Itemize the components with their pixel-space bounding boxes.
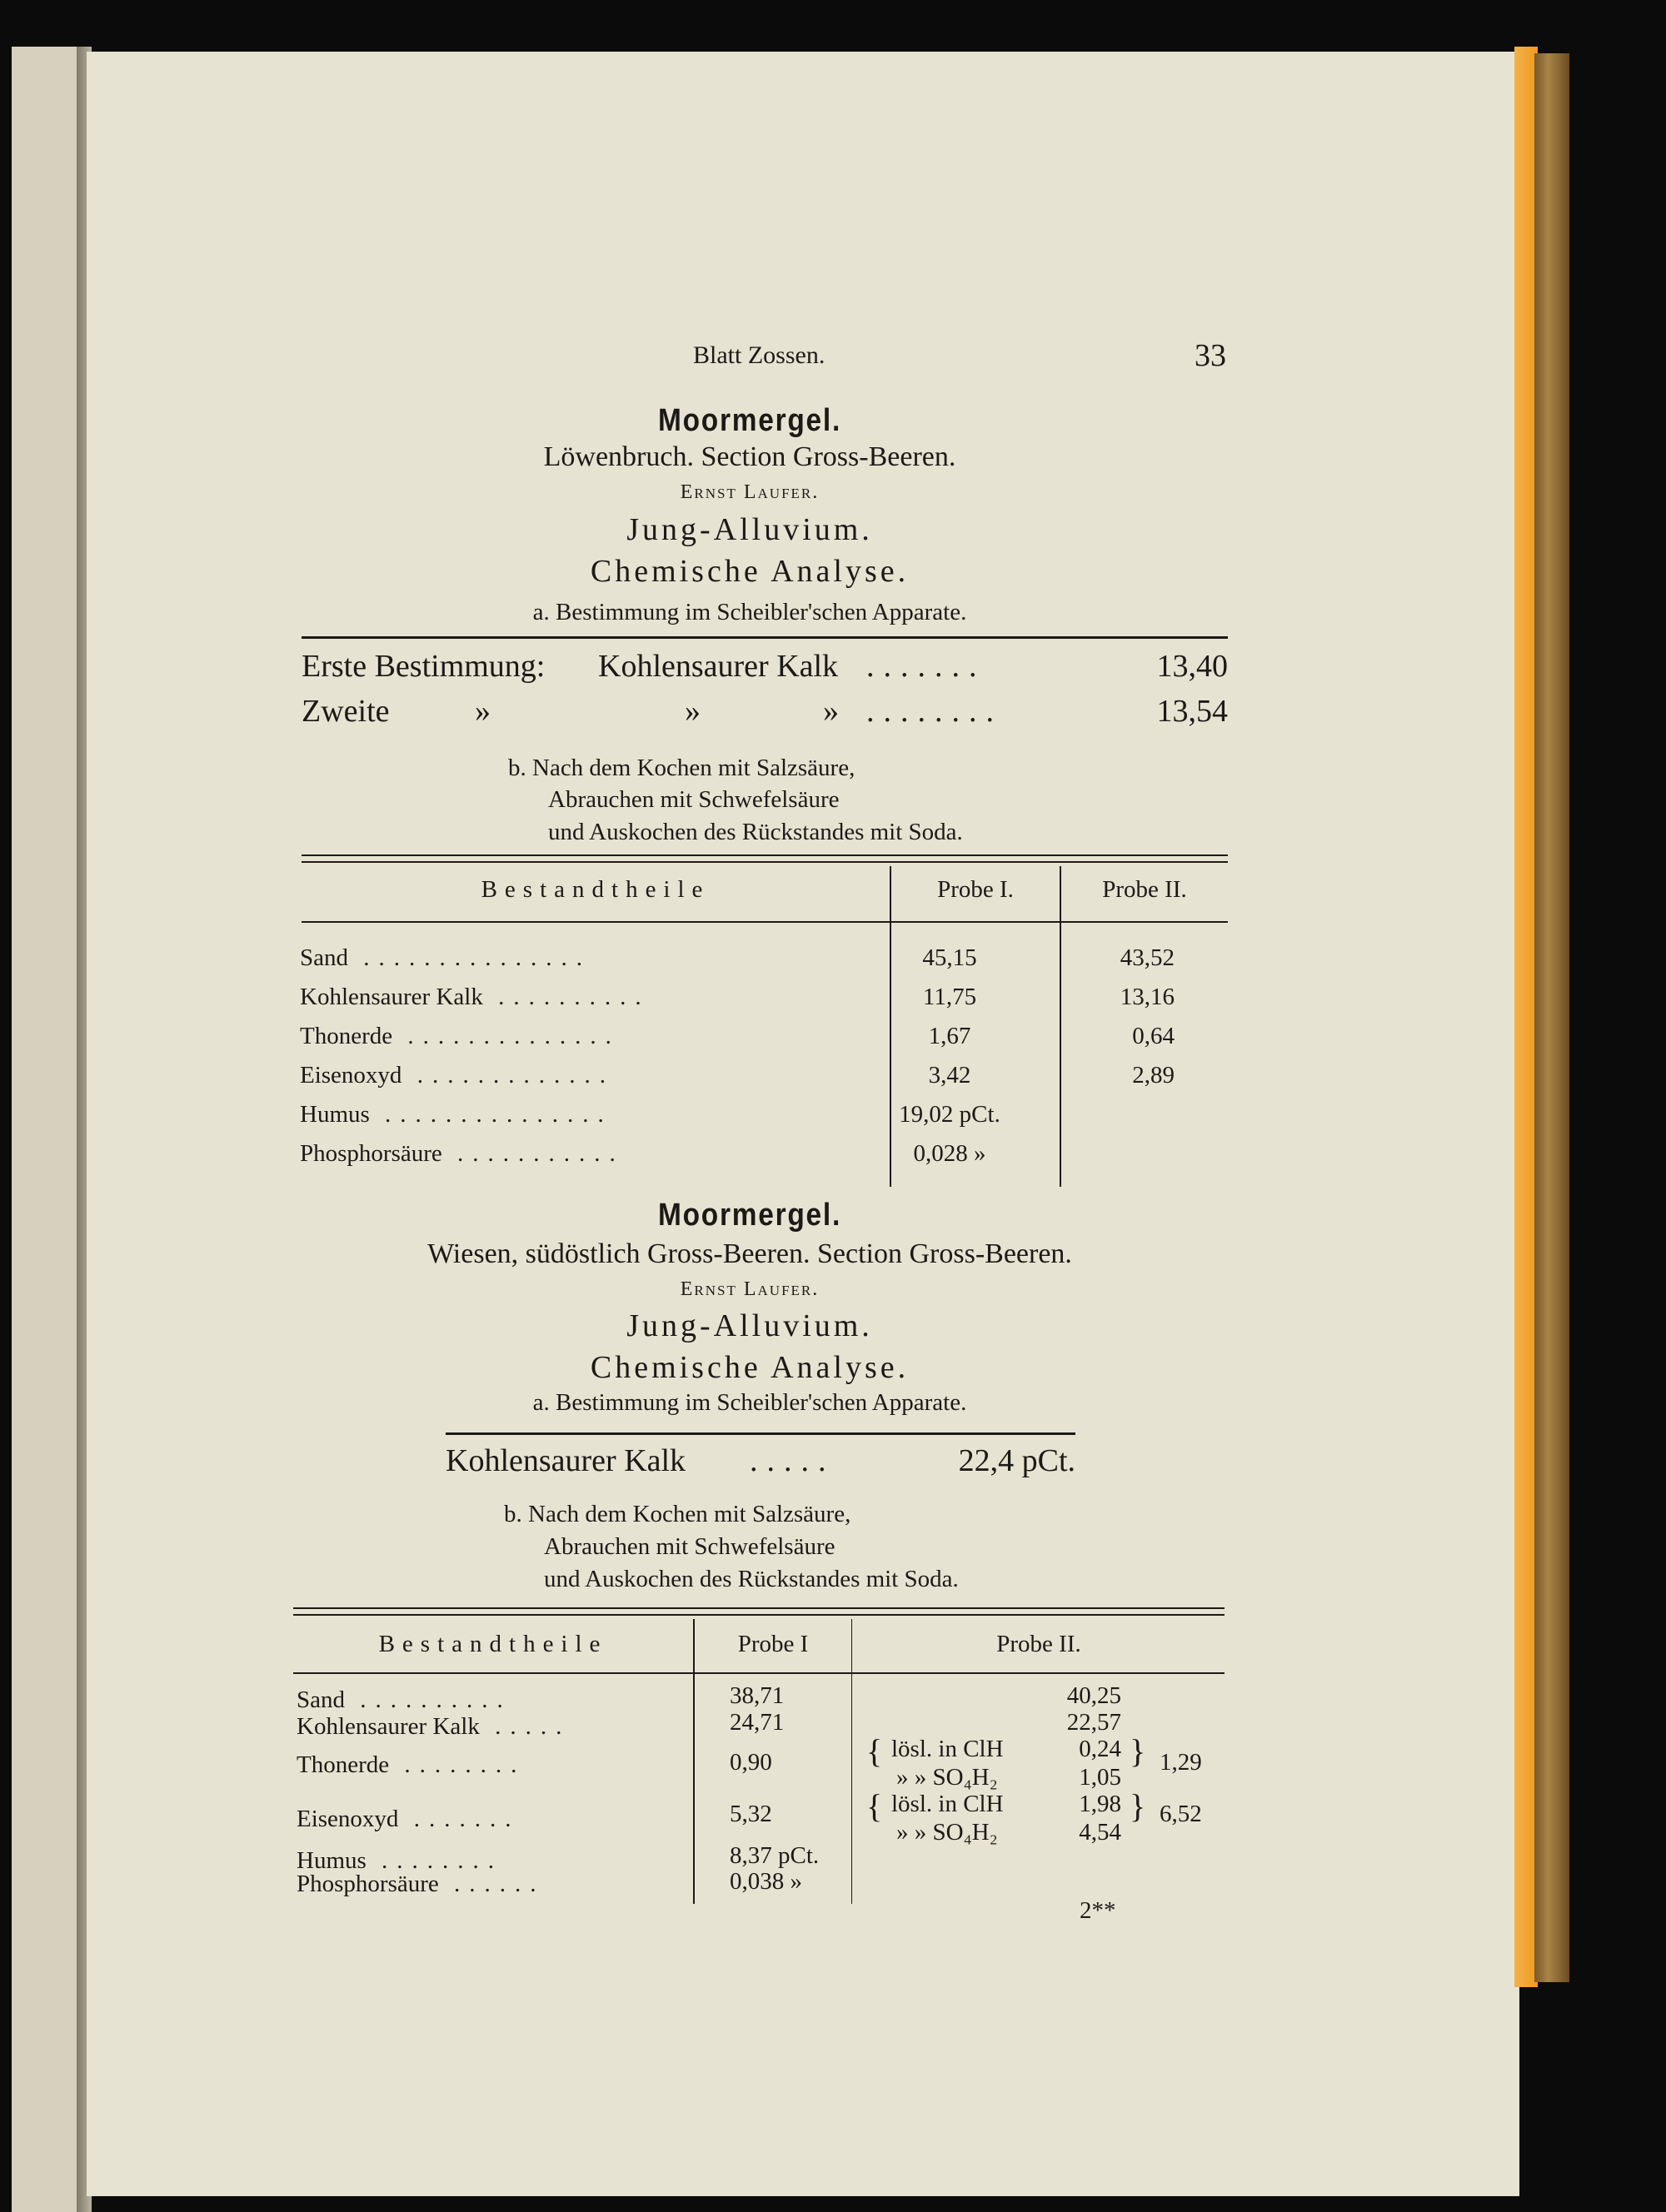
measure2-leader: ........ xyxy=(866,694,1003,729)
measure2-label: Zweite xyxy=(302,694,390,729)
table-row: Phosphorsäure ...... xyxy=(297,1871,546,1897)
table2-col-divider-1 xyxy=(693,1619,695,1904)
measure1-leader: ....... xyxy=(866,649,986,684)
measure1-value: 13,40 xyxy=(1156,649,1228,684)
table-row: Eisenoxyd ............. xyxy=(300,1062,615,1089)
table2-row-name: Humus xyxy=(297,1847,367,1874)
brace-left: { xyxy=(866,1732,883,1770)
section1-analysis-title: Chemische Analyse. xyxy=(590,554,910,589)
brace-right: } xyxy=(1130,1787,1146,1825)
table1-row-p1: 0,028 » xyxy=(913,1140,986,1167)
eisenoxyd-total: 6,52 xyxy=(1160,1801,1202,1827)
section1-part-a: a. Bestimmung im Scheibler'schen Apparate. xyxy=(532,599,967,625)
table2-col-divider-2 xyxy=(851,1619,852,1904)
section2-part-a: a. Bestimmung im Scheibler'schen Apparate. xyxy=(532,1389,967,1416)
table2-rule-top-a xyxy=(293,1607,1225,1609)
brace-left: { xyxy=(866,1787,883,1825)
measure1-label: Erste Bestimmung: xyxy=(302,649,546,684)
table1-col-divider-2 xyxy=(1060,866,1061,1187)
section2-formation: Jung-Alluvium. xyxy=(626,1308,873,1343)
table-row: Humus ............... xyxy=(300,1101,613,1128)
table1-row-name: Humus xyxy=(300,1101,370,1128)
table-row: Sand ............... xyxy=(300,944,591,971)
section1-formation: Jung-Alluvium. xyxy=(626,512,873,547)
section2-author: Ernst Laufer. xyxy=(680,1278,820,1300)
thonerde-line1-value: 0,24 xyxy=(1079,1736,1121,1762)
running-head: Blatt Zossen. xyxy=(693,341,826,369)
table1-row-name: Sand xyxy=(300,944,348,971)
section1-location: Löwenbruch. Section Gross-Beeren. xyxy=(543,441,956,472)
table2-row-p1: 24,71 xyxy=(730,1709,785,1736)
table-row: Thonerde .............. xyxy=(300,1023,621,1049)
table2-row-p1: 38,71 xyxy=(730,1682,785,1709)
eisenoxyd-line1-value: 1,98 xyxy=(1079,1791,1121,1817)
thonerde-line2-value: 1,05 xyxy=(1079,1764,1121,1791)
table2-row-name: Phosphorsäure xyxy=(297,1871,439,1897)
measure2-ditto3: » xyxy=(823,694,839,729)
table1-header-probe2: Probe II. xyxy=(1102,876,1187,903)
section2-part-b-line2: Abrauchen mit Schwefelsäure xyxy=(544,1533,835,1560)
table1-row-p1: 11,75 xyxy=(922,984,977,1010)
facing-page-edge xyxy=(12,47,83,2212)
brace-right: } xyxy=(1130,1732,1146,1770)
table2-row-p1: 8,37 pCt. xyxy=(730,1842,820,1869)
table-row: Sand .......... xyxy=(297,1686,512,1713)
section2-title: Moormergel. xyxy=(657,1198,842,1233)
table2-row-p1: 5,32 xyxy=(730,1801,772,1827)
table1-row-p1: 1,67 xyxy=(928,1023,971,1049)
table-row: Humus ........ xyxy=(297,1847,504,1874)
measure3-name: Kohlensaurer Kalk xyxy=(446,1443,686,1478)
table1-row-name: Thonerde xyxy=(300,1023,393,1049)
section2-rule-top xyxy=(446,1432,1075,1435)
section1-title: Moormergel. xyxy=(657,403,842,438)
table2-rule-header xyxy=(293,1672,1225,1674)
table2-row-p2: 22,57 xyxy=(1066,1709,1121,1736)
table1-row-p1: 45,15 xyxy=(922,944,977,971)
section1-rule-top xyxy=(302,636,1228,639)
table1-header-component: Bestandtheile xyxy=(481,876,711,903)
measure3-value: 22,4 pCt. xyxy=(958,1443,1075,1478)
section2-location: Wiesen, südöstlich Gross-Beeren. Section Gross-Beeren. xyxy=(427,1238,1072,1269)
table1-row-p1: 19,02 pCt. xyxy=(899,1101,1000,1128)
thonerde-line1-label: lösl. in ClH xyxy=(891,1736,1004,1762)
table1-row-name: Kohlensaurer Kalk xyxy=(300,984,483,1010)
table1-row-name: Eisenoxyd xyxy=(300,1062,402,1089)
thonerde-total: 1,29 xyxy=(1160,1749,1202,1776)
book-cover-edge xyxy=(1534,53,1569,1982)
table2-row-name: Sand xyxy=(297,1686,345,1713)
table2-row-name: Kohlensaurer Kalk xyxy=(297,1713,480,1740)
table2-row-name: Thonerde xyxy=(297,1751,390,1778)
thonerde-line2-label: » » SO₄H₂ xyxy=(896,1764,998,1791)
table-row: Thonerde ........ xyxy=(297,1751,526,1778)
table-row: Phosphorsäure ........... xyxy=(300,1140,625,1167)
table2-row-p2: 40,25 xyxy=(1066,1682,1121,1709)
table1-row-p2: 13,16 xyxy=(1120,984,1175,1010)
table-row: Kohlensaurer Kalk ..... xyxy=(297,1713,571,1740)
section2-part-b-line1: b. Nach dem Kochen mit Salzsäure, xyxy=(504,1501,851,1527)
section1-part-b-line2: Abrauchen mit Schwefelsäure xyxy=(548,786,840,813)
measure2-ditto1: » xyxy=(475,694,491,729)
table2-header-probe1: Probe I xyxy=(737,1631,809,1657)
table1-header-probe1: Probe I. xyxy=(937,876,1014,903)
table2-header-component: Bestandtheile xyxy=(378,1631,608,1657)
section1-author: Ernst Laufer. xyxy=(680,481,820,503)
section1-part-b-line3: und Auskochen des Rückstandes mit Soda. xyxy=(548,819,963,845)
eisenoxyd-line2-label: » » SO₄H₂ xyxy=(896,1819,998,1846)
section2-analysis-title: Chemische Analyse. xyxy=(590,1350,910,1385)
measure2-ditto2: » xyxy=(685,694,701,729)
page-number: 33 xyxy=(1195,338,1226,373)
table1-row-p2: 43,52 xyxy=(1120,944,1175,971)
section1-part-b-line1: b. Nach dem Kochen mit Salzsäure, xyxy=(508,755,855,781)
table1-row-name: Phosphorsäure xyxy=(300,1140,442,1167)
table2-rule-top-b xyxy=(293,1614,1225,1616)
table2-row-p1: 0,038 » xyxy=(730,1868,802,1895)
table1-rule-top-a xyxy=(302,854,1228,856)
table2-row-p1: 0,90 xyxy=(730,1749,772,1776)
table2-header-probe2: Probe II. xyxy=(996,1631,1081,1657)
printer-signature: 2** xyxy=(1080,1897,1116,1924)
table2-row-name: Eisenoxyd xyxy=(297,1806,399,1832)
measure1-name: Kohlensaurer Kalk xyxy=(598,649,839,684)
table-row: Eisenoxyd ....... xyxy=(297,1806,521,1832)
table1-rule-header xyxy=(302,921,1228,923)
table1-rule-top-b xyxy=(302,861,1228,863)
table-row: Kohlensaurer Kalk .......... xyxy=(300,984,651,1010)
eisenoxyd-line1-label: lösl. in ClH xyxy=(891,1791,1004,1817)
measure3-leader: ..... xyxy=(750,1443,835,1478)
eisenoxyd-line2-value: 4,54 xyxy=(1079,1819,1121,1846)
table1-row-p1: 3,42 xyxy=(928,1062,971,1089)
table1-row-p2: 0,64 xyxy=(1132,1023,1175,1049)
table1-row-p2: 2,89 xyxy=(1132,1062,1175,1089)
measure2-value: 13,54 xyxy=(1156,694,1228,729)
section2-part-b-line3: und Auskochen des Rückstandes mit Soda. xyxy=(544,1566,959,1592)
